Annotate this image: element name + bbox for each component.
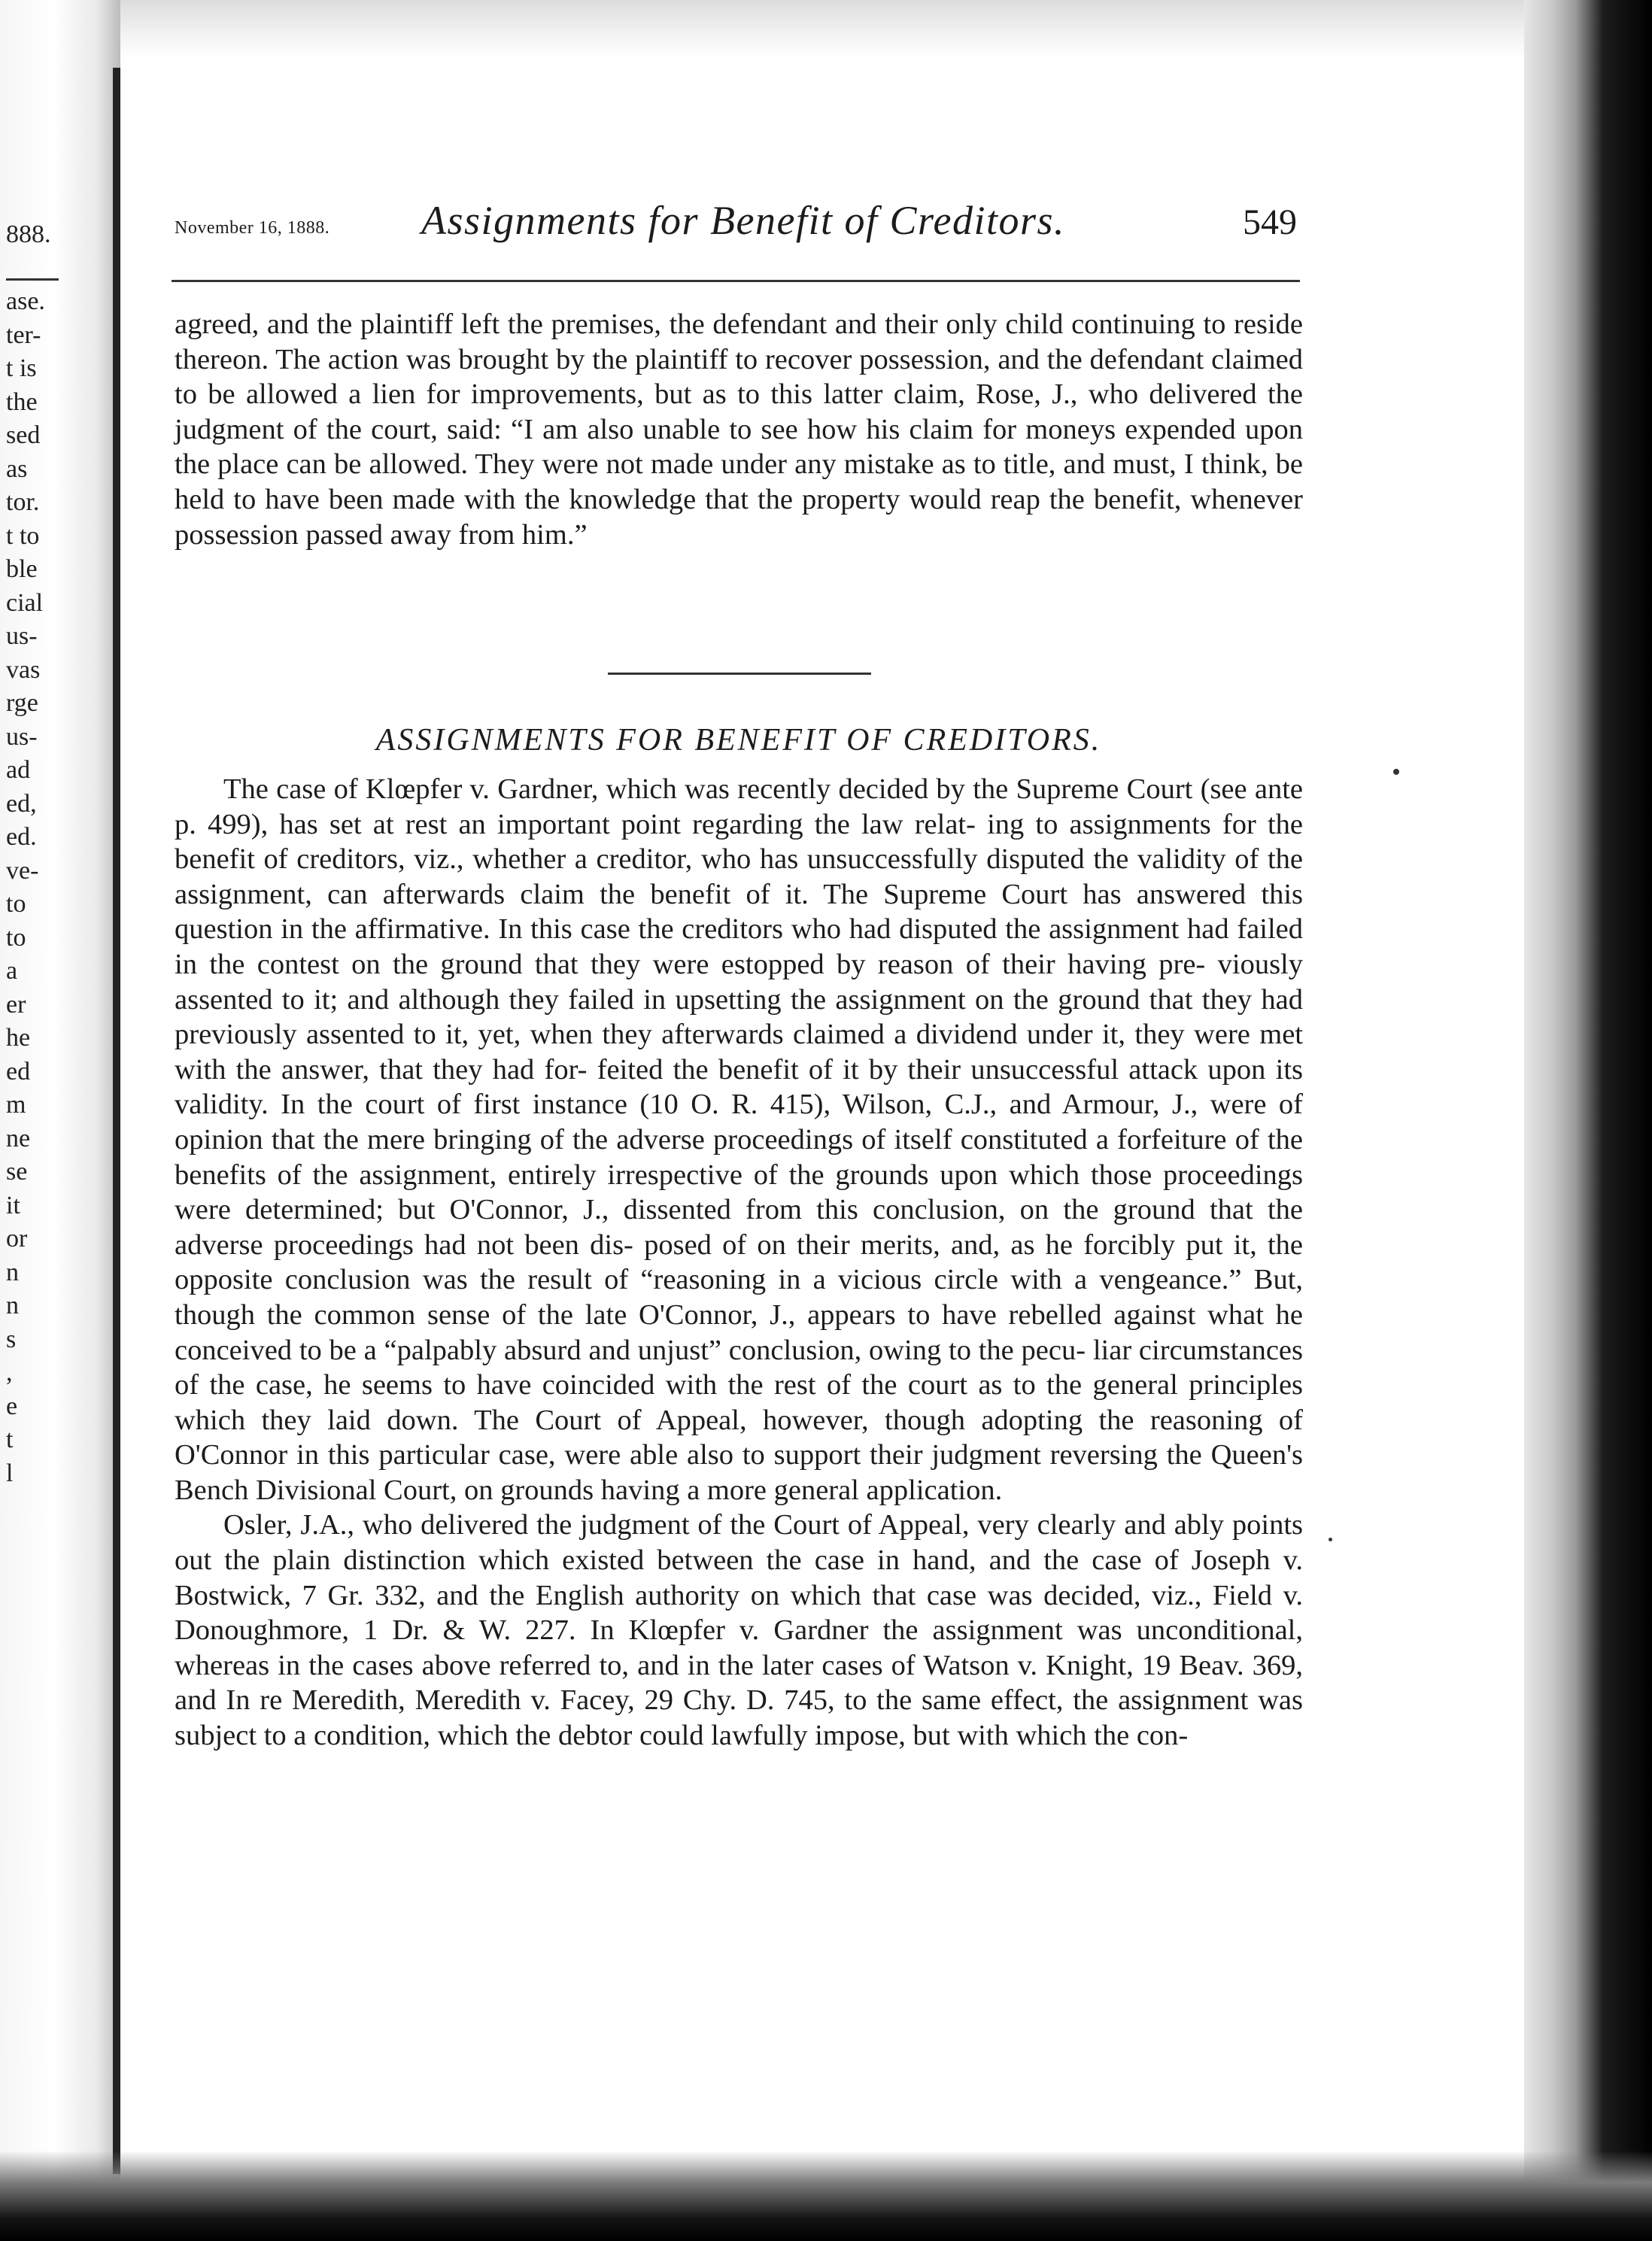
text-line: Osler, J.A., who delivered the judgment of the Court of Appeal, very clearly <box>223 1509 1116 1541</box>
margin-fragment: us- <box>6 622 38 650</box>
text-line: Court (see ante p. 499), has set at rest an important point regarding the law relat- <box>175 773 1304 840</box>
text-line: In this case the creditors who had disputed the assignment had failed in the <box>175 913 1304 980</box>
text-line: posed of on their merits, and, as he forcibly put it, the opposite conclusion was <box>175 1228 1304 1296</box>
margin-fragment: n <box>6 1258 19 1286</box>
margin-fragment: or <box>6 1225 28 1253</box>
margin-fragment: a <box>6 957 18 985</box>
text-line: The case of Klœpfer v. Gardner, which was recently decided by the Supreme <box>223 773 1119 805</box>
text-line: and ably points out the plain distinction which existed between the case in hand, <box>175 1509 1304 1577</box>
margin-fragment: it <box>6 1191 20 1219</box>
binding-shadow <box>113 68 120 2174</box>
margin-fragment: vas <box>6 655 41 684</box>
header-rule <box>172 280 1300 282</box>
text-line: this conclusion, on the ground that the adverse proceedings had not been dis- <box>175 1194 1303 1261</box>
text-line: upon which those proceedings were determined; but O'Connor, J., dissented from <box>175 1158 1304 1226</box>
text-line: claimed a dividend under it, they were met with the answer, that they had for- <box>175 1019 1303 1086</box>
margin-fragment: the <box>6 387 38 416</box>
margin-fragment: 888. <box>6 220 51 248</box>
text-line: opinion that the mere bringing of the adverse proceedings of itself constituted a <box>175 1123 1109 1155</box>
text-line: possession, and the defendant claimed to be allowed a lien for improvements, but <box>175 343 1303 411</box>
margin-fragment: as <box>6 454 28 483</box>
margin-fragment: ne <box>6 1124 31 1152</box>
text-line: to, and in the later cases of Watson v. Knight, 19 Beav. 369, and In re Meredith, <box>175 1649 1304 1717</box>
text-line: conceived to be a “palpably absurd and unjust” conclusion, owing to the pecu- <box>175 1334 1086 1366</box>
margin-fragment: e <box>6 1392 18 1420</box>
text-line: Court, on grounds having a more general application. <box>384 1474 1003 1506</box>
text-line: ing to assignments for the benefit of creditors, viz., whether a creditor, who has <box>175 808 1303 876</box>
margin-fragment: l <box>6 1459 14 1487</box>
previous-page-rule <box>6 278 59 281</box>
text-line: court of first instance (10 O. R. 415), Wilson, C.J., and Armour, J., were of <box>365 1089 1303 1121</box>
page-number: 549 <box>1243 202 1297 242</box>
text-line: Gardner the assignment was unconditional, whereas in the cases above referred <box>175 1614 1303 1681</box>
text-line: Meredith v. Facey, 29 Chy. D. 745, to the same effect, the assignment was subject <box>175 1684 1303 1752</box>
margin-fragment: ed. <box>6 823 37 851</box>
margin-fragment: m <box>6 1091 26 1119</box>
text-line: viously assented to it; and although they failed in upsetting the assignment on <box>175 948 1304 1016</box>
margin-fragment: ble <box>6 555 38 583</box>
margin-fragment: to <box>6 890 26 918</box>
scan-top-edge <box>0 0 1652 60</box>
text-line: common sense of the late O'Connor, J., appears to have rebelled against what he <box>314 1298 1303 1331</box>
paragraph-lines <box>175 1508 1303 1753</box>
text-line: to a condition, which the debtor could lawfully impose, but with which the con- <box>263 1720 1189 1752</box>
text-line: unsuccessfully disputed the validity of the assignment, can afterwards claim the <box>175 843 1304 910</box>
margin-fragment: ase. <box>6 287 45 315</box>
margin-fragment: ve- <box>6 856 39 885</box>
margin-fragment: ter- <box>6 320 41 349</box>
margin-fragment: t is <box>6 354 37 382</box>
ink-speck <box>1329 1538 1332 1541</box>
text-line: liar circumstances of the case, he seems to have coincided with the rest of the <box>175 1334 1303 1401</box>
margin-fragment: ad <box>6 756 31 784</box>
text-line: agreed, and the plaintiff left the premises, the defendant and their only child <box>175 308 1064 340</box>
scan-right-edge <box>1524 0 1652 2241</box>
text-line: “I am also unable to see how his claim for moneys expended upon the place can <box>175 413 1303 481</box>
margin-fragment: us- <box>6 722 38 751</box>
margin-fragment: , <box>6 1359 13 1386</box>
margin-fragment: t <box>6 1426 14 1453</box>
margin-fragment: se <box>6 1158 28 1186</box>
text-line: contest on the ground that they were estopped by reason of their having pre- <box>257 948 1206 980</box>
text-line: think, be held to have been made with the knowledge that the property would <box>175 448 1304 515</box>
paragraph-lines <box>175 772 1303 1508</box>
margin-fragment: n <box>6 1292 19 1319</box>
text-line: however, though adopting the reasoning of O'Connor in this particular case, <box>175 1404 1304 1471</box>
text-line: benefit of it. The Supreme Court has answered this question in the affirmative. <box>175 878 1304 946</box>
margin-fragment: sed <box>6 421 41 449</box>
margin-fragment: he <box>6 1024 31 1052</box>
text-line: were able also to support their judgment reversing the Queen's Bench Divisional <box>175 1439 1303 1506</box>
margin-fragment: cial <box>6 588 44 617</box>
margin-fragment: rge <box>6 689 38 717</box>
text-line: the result of “reasoning in a vicious circle with a vengeance.” But, though the <box>175 1264 1304 1331</box>
text-line: as to this latter claim, Rose, J., who delivered the judgment of the court, said: <box>175 378 1304 445</box>
margin-fragment: ed, <box>6 789 37 818</box>
text-line: court as to the general principles which they laid down. The Court of Appeal, <box>175 1369 1304 1436</box>
margin-fragment: s <box>6 1325 17 1353</box>
text-line: continuing to reside thereon. The action was brought by the plaintiff to recover <box>175 308 1303 375</box>
continuation-paragraph <box>175 307 1303 552</box>
running-header-title: Assignments for Benefit of Creditors. <box>421 198 1065 243</box>
previous-page-margin <box>6 218 96 1490</box>
section-heading: ASSIGNMENTS FOR BENEFIT OF CREDITORS. <box>375 723 1102 758</box>
margin-fragment: t to <box>6 521 40 550</box>
text-line: and the case of Joseph v. Bostwick, 7 Gr. 332, and the English authority on which <box>175 1544 1303 1611</box>
text-line: reap the benefit, whenever possession passed away from him.” <box>175 483 1303 551</box>
margin-fragment: er <box>6 990 26 1019</box>
margin-fragment: to <box>6 923 26 952</box>
text-line: that case was decided, viz., Field v. Donoughmore, 1 Dr. & W. 227. In Klœpfer v. <box>175 1579 1303 1647</box>
margin-fragment: ed <box>6 1057 31 1086</box>
running-header-date: November 16, 1888. <box>175 218 330 238</box>
text-line: forfeiture of the benefits of the assignment, entirely irrespective of the grounds <box>175 1123 1304 1191</box>
scan-bottom-edge <box>0 2151 1652 2241</box>
text-line: be allowed. They were not made under any mistake as to title, and must, I <box>334 448 1194 481</box>
text-line: the ground that they had previously assented to it, yet, when they afterwards <box>175 983 1303 1051</box>
paragraph-lines <box>175 307 1303 552</box>
ink-speck <box>1393 769 1399 775</box>
margin-fragment: tor. <box>6 488 40 516</box>
article-body <box>175 772 1303 1754</box>
section-divider <box>608 673 871 675</box>
text-line: feited the benefit of it by their unsuccessful attack upon its validity. In the <box>175 1053 1304 1121</box>
